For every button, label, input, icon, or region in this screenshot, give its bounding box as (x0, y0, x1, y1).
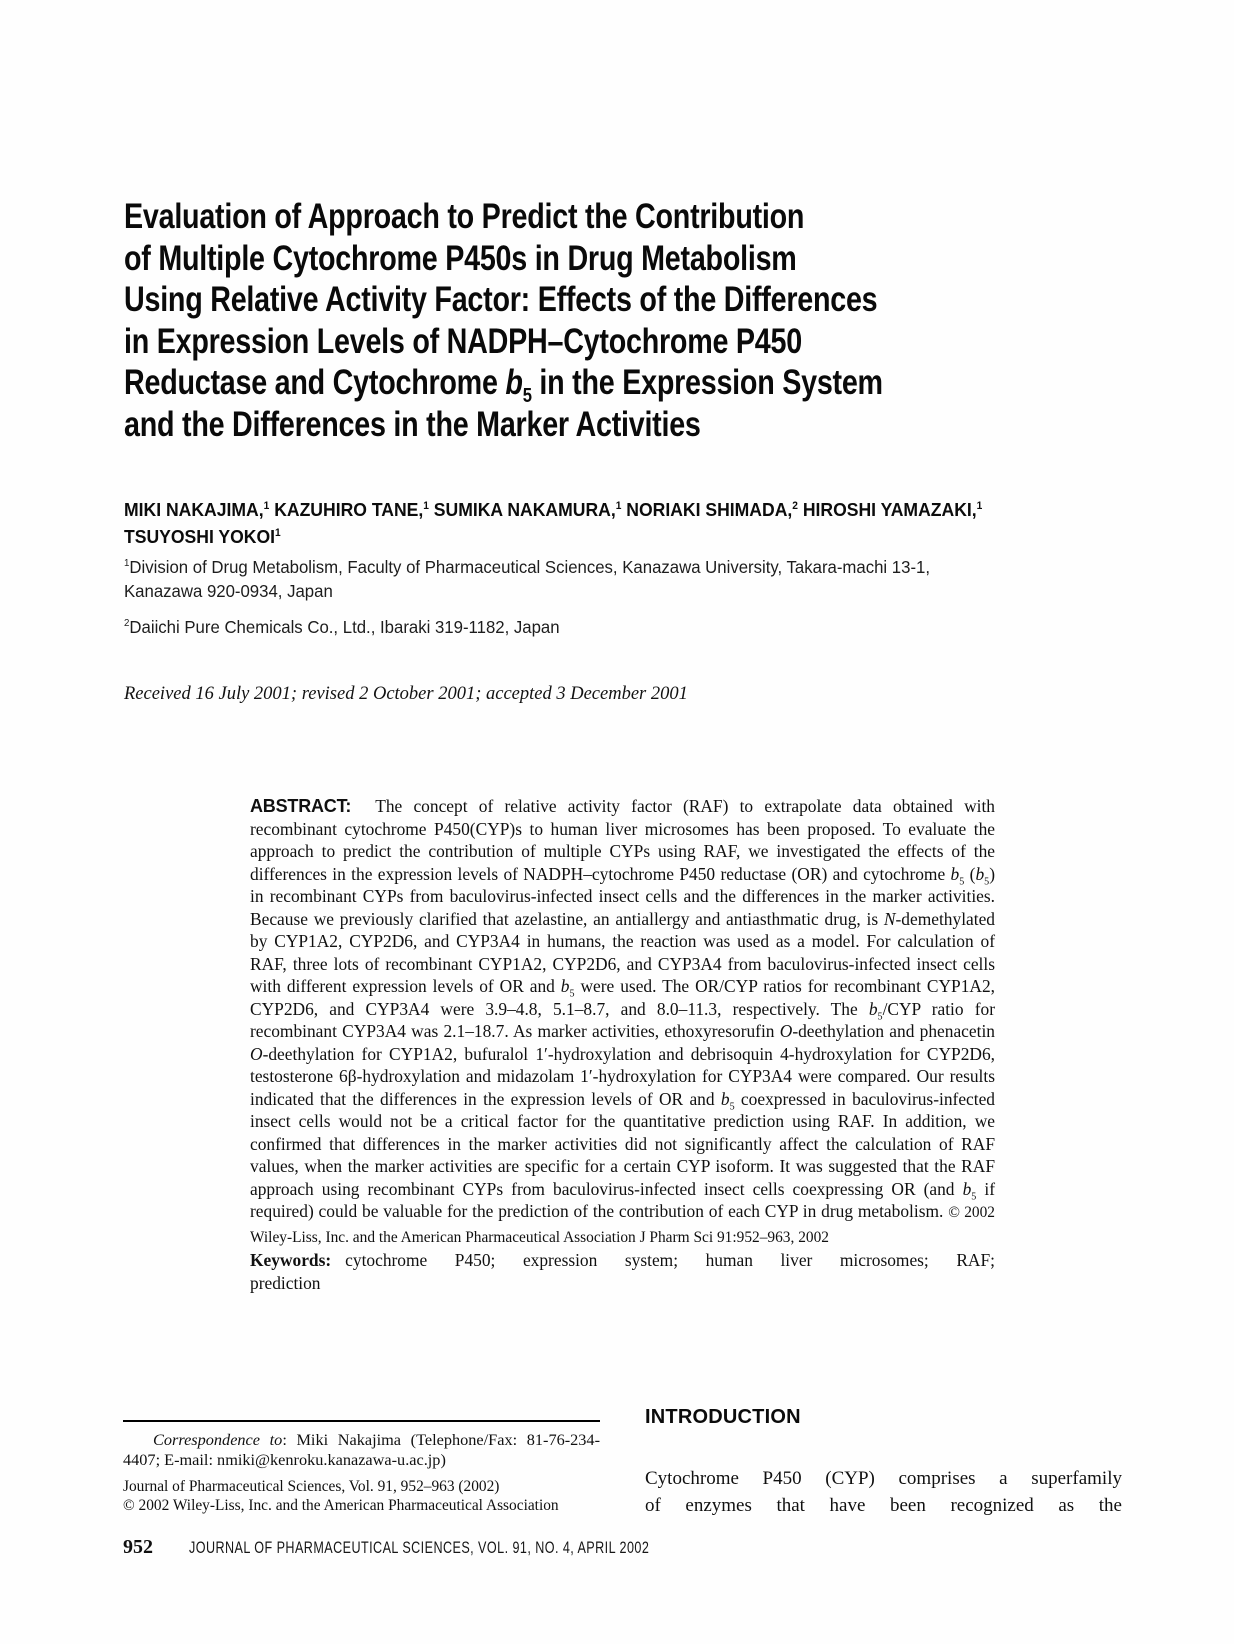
article-title: Evaluation of Approach to Predict the Contribution of Multiple Cytochrome P450s in Drug Metabolism Using Relative Activity Factor: Effects of the Differences in Expression Levels of NADPH–Cytochrome P450 Reductase and Cytochrome $b_5$ in the Expression System and the Differences in the Marker Activities (124, 197, 883, 444)
page-number: 952 (123, 1536, 153, 1558)
abstract-section (250, 795, 995, 1294)
introduction-section (645, 1406, 1122, 1519)
affiliation-1: $^1$Division of Drug Metabolism, Faculty of Pharmaceutical Sciences, Kanazawa University, Takara-machi 13-1, Kanazawa 920-0934, Japan (124, 557, 931, 601)
abstract-label: ABSTRACT: (250, 796, 352, 816)
received-revised-accepted-dates: Received 16 July 2001; revised 2 October 2001; accepted 3 December 2001 (124, 684, 688, 704)
journal-citation-line2: © 2002 Wiley-Liss, Inc. and the American Pharmaceutical Association (123, 1496, 559, 1514)
abstract-text: The concept of relative activity factor (RAF) to extrapolate data obtained with recombinant cytochrome P450(CYP)s to human liver microsomes has been proposed. To evaluate the approach to predict the contribution of multiple CYPs using RAF, we investigated the effects of the differences in the expression levels of NADPH–cytochrome P450 reductase (OR) and cytochrome $b_5$ $(b_5)$ in recombinant CYPs from baculovirus-infected insect cells and the differences in the marker activities. Because we previously clarified that azelastine, an antiallergy and antiasthmatic drug, is N-demethylated by CYP1A2, CYP2D6, and CYP3A4 in humans, the reaction was used as a model. For calculation of RAF, three lots of recombinant CYP1A2, CYP2D6, and CYP3A4 from baculovirus-infected insect cells with different expression levels of OR and $b_5$ were used. The OR/CYP ratios for recombinant CYP1A2, CYP2D6, and CYP3A4 were 3.9–4.8, 5.1–8.7, and 8.0–11.3, respectively. The $b_5$/CYP ratio for recombinant CYP3A4 was 2.1–18.7. As marker activities, ethoxyresorufin O-deethylation and phenacetin O-deethylation for CYP1A2, bufuralol 1′-hydroxylation and debrisoquin 4-hydroxylation for CYP2D6, testosterone 6β-hydroxylation and midazolam 1′-hydroxylation for CYP3A4 were compared. Our results indicated that the differences in the expression levels of OR and $b_5$ coexpressed in baculovirus-infected insect cells would not be a critical factor for the quantitative prediction using RAF. In addition, we confirmed that differences in the marker activities did not significantly affect the calculation of RAF values, when the marker activities are specific for a certain CYP isoform. It was suggested that the RAF approach using recombinant CYPs from baculovirus-infected insect cells coexpressing OR (and $b_5$ if required) could be valuable for the prediction of the contribution of each CYP in drug metabolism. (250, 796, 995, 1221)
introduction-heading: INTRODUCTION (645, 1406, 801, 1428)
keywords-label: Keywords: (250, 1250, 332, 1270)
journal-citation (123, 1478, 600, 1515)
author-list: MIKI NAKAJIMA,$^1$ KAZUHIRO TANE,$^1$ SUMIKA NAKAMURA,$^1$ NORIAKI SHIMADA,$^2$ HIROSHI YAMAZAKI,$^1$ TSUYOSHI YOKOI$^1$ (124, 499, 983, 547)
introduction-paragraph: Cytochrome P450 (CYP) comprises a superfamily of enzymes that have been recognized as the (645, 1468, 1122, 1516)
footnote-divider-rule (123, 1420, 600, 1422)
journal-citation-line1: Journal of Pharmaceutical Sciences, Vol. 91, 952–963 (2002) (123, 1478, 500, 1495)
footer-journal-info: JOURNAL OF PHARMACEUTICAL SCIENCES, VOL. 91, NO. 4, APRIL 2002 (189, 1538, 650, 1557)
keywords-line (250, 1249, 995, 1294)
correspondence-note: Correspondence to: Miki Nakajima (Telephone/Fax: 81-76-234-4407; E-mail: nmiki@kenroku.kanazawa-u.ac.jp) (123, 1430, 600, 1469)
abstract-copyright-citation: © 2002 Wiley-Liss, Inc. and the American Pharmaceutical Association J Pharm Sci 91:952–963, 2002 (250, 1204, 995, 1246)
affiliations (124, 556, 930, 653)
footnote-block (123, 1420, 600, 1515)
page-footer (123, 1536, 1173, 1559)
keywords-text: cytochrome P450; expression system; human liver microsomes; RAF; prediction (250, 1250, 995, 1293)
affiliation-2: $^2$Daiichi Pure Chemicals Co., Ltd., Ibaraki 319-1182, Japan (124, 617, 560, 637)
abstract-paragraph (250, 795, 995, 1249)
